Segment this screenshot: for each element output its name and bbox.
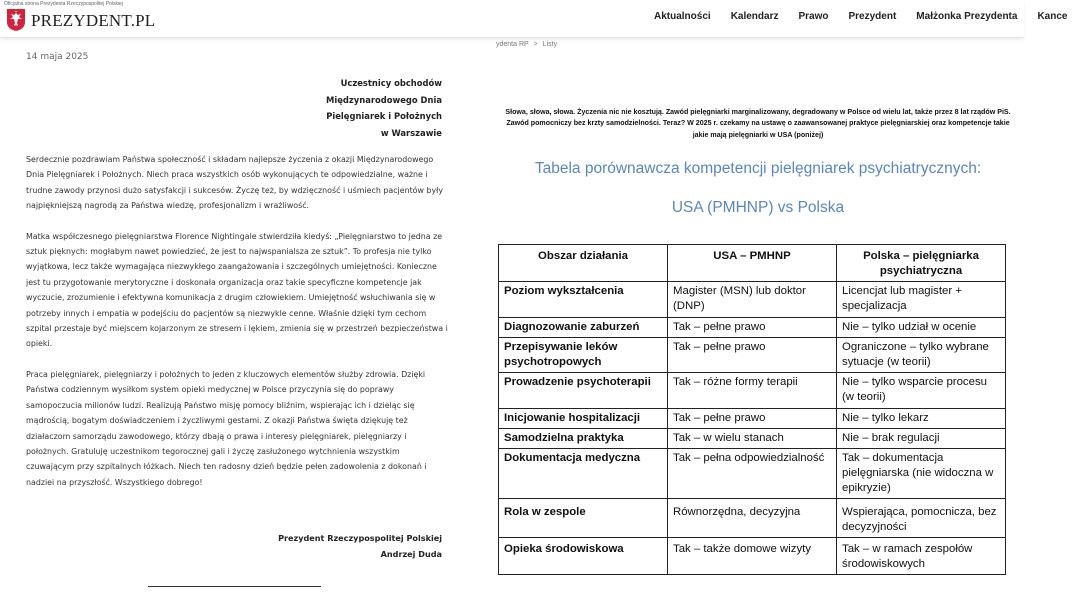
table-cell-usa: Tak – w wielu stanach [668,429,837,449]
nav-item-prawo[interactable]: Prawo [798,11,829,22]
site-header [0,0,1068,38]
table-cell-area: Rola w zespole [499,499,668,538]
breadcrumb [496,41,560,48]
table-row [499,373,1006,409]
table-row [499,429,1006,449]
table-cell-usa: Tak – pełna odpowiedzialność [668,449,837,499]
table-row [499,409,1006,429]
signature-title: Prezydent Rzeczypospolitej Polskiej [278,533,442,543]
breadcrumb-item-prezydent[interactable]: ydenta RP [496,41,529,48]
nav-item-kalendarz[interactable]: Kalendarz [730,11,779,22]
signature-name: Andrzej Duda [380,549,442,559]
addressee-line: Międzynarodowego Dnia [326,94,442,105]
addressee-line: w Warszawie [380,127,442,138]
table-cell-polska: Tak – w ramach zespołów środowiskowych [837,538,1006,575]
table-cell-usa: Tak – różne formy terapii [668,373,837,409]
table-row [499,318,1006,338]
nav-item-kancelaria[interactable]: Kance [1037,11,1068,22]
polish-eagle-emblem-icon[interactable] [6,8,26,32]
addressee-line: Uczestnicy obchodów [340,78,442,88]
table-header-row [499,245,1006,282]
table-cell-area: Opieka środowiskowa [499,538,668,575]
comment-text: Słowa, słowa, słowa. Życzenia nic nie kosztują. Zawód pielęgniarki marginalizowany, degradowany w Polsce od wielu lat, także przez 8 lat rządów PiS. Zawód pomocniczy bez krzty samodzielności. Teraz? W 2025 r. czekamy na ustawę o zaawansowanej praktyce pielęgniarskiej oraz kompetencje takie jakie mają pielęgniarki w USA (poniżej) [505,108,1011,139]
letter-paragraph: Serdecznie pozdrawiam Państwa społeczność i składam najlepsze życzenia z okazji Międzynarodowego Dnia Pielęgniarek i Położnych. Niech praca wszystkich osób wykonujących te odpowiedzialne, ważne i trudne zawody przynosi dużo satysfakcji i sukcesów. Życzę też, by wdzięczność i uśmiech pacjentów były najpiękniejszą nagrodą za Państwa wiedzę, profesjonalizm i wrażliwość. [26,155,444,211]
table-cell-polska: Licencjat lub magister + specjalizacja [837,282,1006,318]
table-cell-usa: Tak – także domowe wizyty [668,538,837,575]
site-logo-text[interactable]: PREZYDENT.PL [31,11,156,30]
table-cell-polska: Wspierająca, pomocnicza, bez decyzyjności [837,499,1006,538]
table-row [499,538,1006,575]
table-cell-polska: Ograniczone – tylko wybrane sytuacje (w teorii) [837,338,1006,373]
column-header: Polska – pielęgniarka psychiatryczna [837,245,1006,282]
site-tagline: Oficjalna strona Prezydenta Rzeczypospolitej Polskiej [4,1,123,7]
table-cell-polska: Tak – dokumentacja pielęgniarska (nie widoczna w epikryzie) [837,449,1006,499]
letter-addressee [326,75,442,141]
column-header: USA – PMHNP [668,245,837,282]
letter-body [26,152,450,505]
letter-signature [278,530,442,562]
nav-item-malzonka-prezydenta[interactable]: Małżonka Prezydenta [916,11,1018,22]
letter-paragraph: Matka współczesnego pielęgniarstwa Florence Nightingale stwierdziła kiedyś: „Pielęgniarstwo to jedna ze sztuk pięknych: mogłabym nawet powiedzieć, że jest to najwspanialsza ze sztuk”. To profesja nie tylko wyjątkowa, lecz także wymagająca niezwykłego zaangażowania i szczególnych umiejętności. Konieczne jest tu przygotowanie merytoryczne i doskonała organizacja oraz takie specyficzne kompetencje jak wyczucie, zrozumienie i efektywna komunikacja z drugim człowiekiem. Umiejętność wsłuchiwania się w potrzeby innych i empatia w podejściu do pacjentów są niezwykle cenne. Właśnie dzięki tym cechom szpital przestaje być miejscem kojarzonym ze stresem i lękiem, zmienia się w przestrzeń bezpieczeństwa i opieki. [26,231,448,349]
table-cell-usa: Równorzędna, decyzyjna [668,499,837,538]
table-cell-usa: Tak – pełne prawo [668,409,837,429]
breadcrumb-separator: > [533,41,538,48]
table-cell-area: Poziom wykształcenia [499,282,668,318]
table-title: Tabela porównawcza kompetencji pielęgniarek psychiatrycznych: [534,160,982,177]
divider-line [148,586,321,587]
addressee-line: Pielęgniarek i Położnych [326,111,442,122]
table-cell-area: Dokumentacja medyczna [499,449,668,499]
table-cell-area: Inicjowanie hospitalizacji [499,409,668,429]
letter-date: 14 maja 2025 [26,52,89,62]
table-cell-polska: Nie – tylko lekarz [837,409,1006,429]
table-cell-usa: Tak – pełne prawo [668,338,837,373]
table-cell-area: Samodzielna praktyka [499,429,668,449]
column-header: Obszar działania [499,245,668,282]
table-cell-area: Diagnozowanie zaburzeń [499,318,668,338]
nav-item-aktualnosci[interactable]: Aktualności [654,11,711,22]
nav-item-prezydent[interactable]: Prezydent [848,11,897,22]
table-row [499,499,1006,538]
comparison-table [498,244,1006,575]
table-row [499,282,1006,318]
table-subtitle: USA (PMHNP) vs Polska [671,199,845,216]
letter-paragraph: Praca pielęgniarek, pielęgniarzy i położnych to jeden z kluczowych elementów służby zdrowia. Dzięki Państwa codziennym wysiłkom system opieki medycznej w Polsce przyczynia się do poprawy samopoczucia milionów ludzi. Realizują Państwo misję pomocy bliźnim, wspierając ich i dzieląc się mądrością, bogatym doświadczeniem i życzliwymi gestami. Z okazji Państwa święta dziękuję też działaczom samorządu zawodowego, którzy dbają o prawa i interesy pielęgniarek, pielęgniarzy i położnych. Gratuluję uczestnikom tegorocznej gali i życzę zasłużonego wytchnienia wszystkim czuwającym przy szpitalnych łóżkach. Niech ten radosny dzień będzie pełen zadowolenia z dokonań i nadziei na przyszłość. Wszystkiego dobrego! [26,369,427,487]
table-cell-polska: Nie – tylko wsparcie procesu (w teorii) [837,373,1006,409]
table-cell-usa: Tak – pełne prawo [668,318,837,338]
table-row [499,449,1006,499]
breadcrumb-item-listy[interactable]: Listy [542,41,558,48]
table-cell-area: Prowadzenie psychoterapii [499,373,668,409]
table-cell-area: Przepisywanie leków psychotropowych [499,338,668,373]
letter-document [10,44,484,602]
table-row [499,338,1006,373]
main-navigation [654,11,1087,22]
table-cell-usa: Magister (MSN) lub doktor (DNP) [668,282,837,318]
table-cell-polska: Nie – tylko udział w ocenie [837,318,1006,338]
table-cell-polska: Nie – brak regulacji [837,429,1006,449]
